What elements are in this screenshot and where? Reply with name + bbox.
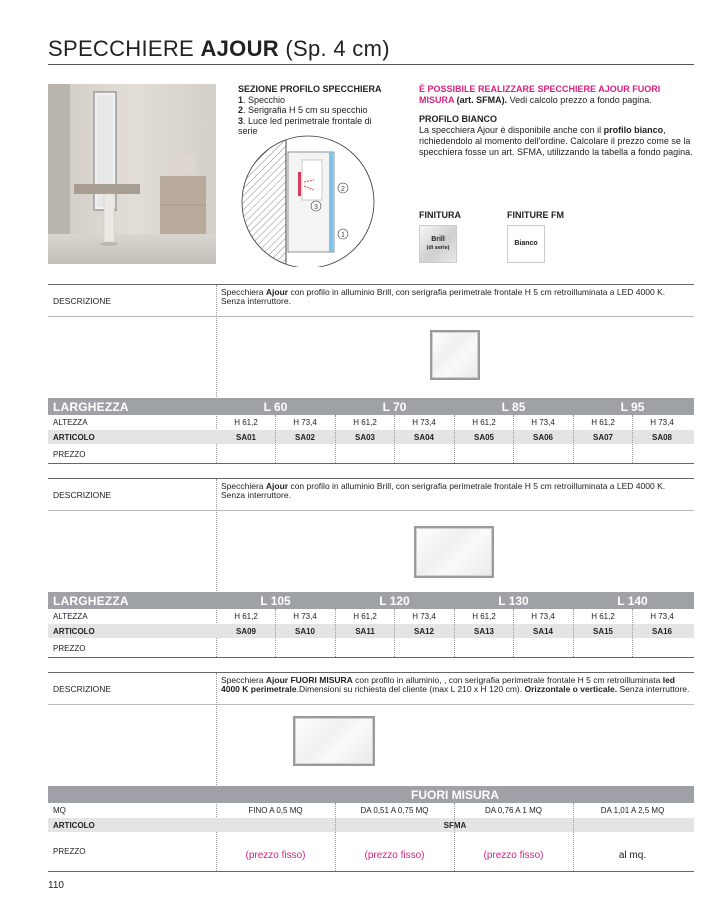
mq-range: DA 0,51 A 0,75 MQ [360,806,429,815]
table3-descrizione-label: DESCRIZIONE [53,684,112,694]
table1-descrizione-label: DESCRIZIONE [53,296,112,306]
col-divider [335,803,336,871]
col-divider [335,415,336,463]
table3-articolo-label: ARTICOLO [53,821,95,830]
article-code: SA07 [592,433,613,442]
finitura-label: FINITURA [419,210,461,220]
table2-altezza-label: ALTEZZA [53,612,88,621]
width-col-1: L 60 [263,400,288,414]
height-cell: H 73,4 [293,418,317,427]
table1-description: Specchiera Ajour con profilo in alluminio Brill, con serigrafia perimetrale frontale H 5 cm retroilluminata a LED 4000 K. Senza interruttore. [221,287,666,306]
table3-mq-label: MQ [53,806,66,815]
col-divider [573,415,574,463]
table3-desc-rule [48,704,694,705]
swatch-brill: Brill (di serie) [419,225,457,263]
article-code: SA15 [592,627,613,636]
col-divider [513,609,514,657]
col-divider [454,609,455,657]
height-cell: H 73,4 [650,612,674,621]
article-code: SA13 [473,627,494,636]
table3-band [48,786,694,803]
article-code: SA08 [651,433,672,442]
mq-range: DA 0,76 A 1 MQ [485,806,542,815]
fuori-misura-label: FUORI MISURA [411,788,499,802]
table3-top-rule [48,672,694,673]
table1-mirror-image [430,330,480,380]
price-note: (prezzo fisso) [483,850,544,861]
profile-section-diagram [236,132,376,267]
larghezza-label: LARGHEZZA [53,400,129,414]
table3-bottom-rule [48,871,694,872]
height-cell: H 61,2 [591,418,615,427]
table2-prezzo-label: PREZZO [53,644,86,653]
table1-width-band [48,398,694,415]
price-note: (prezzo fisso) [364,850,425,861]
table1-altezza-label: ALTEZZA [53,418,88,427]
table2-desc-rule [48,510,694,511]
profilo-bianco-heading: PROFILO BIANCO [419,114,497,124]
width-col-2: L 120 [379,594,410,608]
height-cell: H 73,4 [531,418,555,427]
callout-2: 2 [341,186,345,193]
height-cell: H 61,2 [234,612,258,621]
page-number: 110 [48,880,64,891]
width-col-3: L 85 [501,400,526,414]
callout-1: 1 [341,232,345,239]
col-divider [335,609,336,657]
height-cell: H 61,2 [472,418,496,427]
height-cell: H 61,2 [353,418,377,427]
article-code: SA12 [413,627,434,636]
callout-3: 3 [314,204,318,211]
price-note: al mq. [618,850,647,861]
profilo-bianco-text: La specchiera Ajour è disponibile anche con il profilo bianco, richiedendolo al momento dell'ordine. Calcolare il prezzo come se la specchiera fosse un art. SFMA, utilizzando la tabella a fondo pagina. [419,125,693,157]
width-col-3: L 130 [498,594,529,608]
fuori-misura-note: È POSSIBILE REALIZZARE SPECCHIERE AJOUR FUORI MISURA (art. SFMA). Vedi calcolo prezzo a fondo pagina. [419,84,661,105]
article-code: SA02 [294,433,315,442]
price-note: (prezzo fisso) [245,850,306,861]
height-cell: H 61,2 [591,612,615,621]
col-divider [632,609,633,657]
width-col-1: L 105 [260,594,291,608]
table1-articolo-label: ARTICOLO [53,433,95,442]
table1-desc-rule [48,316,694,317]
article-code: SA06 [532,433,553,442]
swatch-bianco: Bianco [507,225,545,263]
table2-descrizione-label: DESCRIZIONE [53,490,112,500]
mq-range: DA 1,01 A 2,5 MQ [600,806,665,815]
width-col-4: L 140 [617,594,648,608]
table1-prezzo-label: PREZZO [53,450,86,459]
article-code: SA10 [294,627,315,636]
col-divider [394,415,395,463]
article-code: SA14 [532,627,553,636]
article-code: SA04 [413,433,434,442]
table3-mirror-image [293,716,375,766]
table3-divider [216,673,217,871]
col-divider [513,415,514,463]
mq-range: FINO A 0,5 MQ [248,806,303,815]
title-rule [48,64,694,65]
table3-prezzo-label: PREZZO [53,847,86,856]
article-code: SA01 [235,433,256,442]
col-divider [573,609,574,657]
width-col-4: L 95 [620,400,645,414]
article-code: SA16 [651,627,672,636]
product-photo [48,84,216,264]
height-cell: H 61,2 [472,612,496,621]
table2-top-rule [48,478,694,479]
height-cell: H 61,2 [353,612,377,621]
article-code: SA03 [354,433,375,442]
table1-bottom-rule [48,463,694,464]
section-item-1: 1. Specchio [238,94,286,105]
col-divider [632,415,633,463]
table2-width-band [48,592,694,609]
section-item-3: 3. Luce led perimetrale frontale di serie [238,115,372,136]
col-divider [275,609,276,657]
width-col-2: L 70 [382,400,407,414]
table2-bottom-rule [48,657,694,658]
height-cell: H 73,4 [412,612,436,621]
col-divider [573,803,574,871]
table2-mirror-image [414,526,494,578]
table3-description: Specchiera Ajour FUORI MISURA con profilo in alluminio, , con serigrafia perimetrale frontale H 5 cm retroilluminata led 4000 K perimetrale.Dimensioni su richiesta del cliente (max L 210 x H 120 cm). Orizzontale o verticale. Senza interruttore. [221,675,690,694]
article-code: SA09 [235,627,256,636]
article-code: SA11 [355,627,375,636]
col-divider [394,609,395,657]
height-cell: H 73,4 [531,612,555,621]
info-block [419,84,697,158]
height-cell: H 73,4 [293,612,317,621]
page-title: SPECCHIERE AJOUR (Sp. 4 cm) [48,36,390,61]
section-heading: SEZIONE PROFILO SPECCHIERA [238,84,382,94]
col-divider [275,415,276,463]
table2-description: Specchiera Ajour con profilo in alluminio Brill, con serigrafia perimetrale frontale H 5 cm retroilluminata a LED 4000 K. Senza interruttore. [221,481,666,500]
larghezza-label: LARGHEZZA [53,594,129,608]
article-code: SFMA [443,821,467,830]
height-cell: H 73,4 [412,418,436,427]
col-divider [454,803,455,871]
col-divider [454,415,455,463]
finiture-fm-label: FINITURE FM [507,210,564,220]
height-cell: H 61,2 [234,418,258,427]
table1-top-rule [48,284,694,285]
section-legend [238,84,408,137]
table2-articolo-label: ARTICOLO [53,627,95,636]
article-code: SA05 [473,433,494,442]
section-item-2: 2. Serigrafia H 5 cm su specchio [238,105,368,115]
height-cell: H 73,4 [650,418,674,427]
